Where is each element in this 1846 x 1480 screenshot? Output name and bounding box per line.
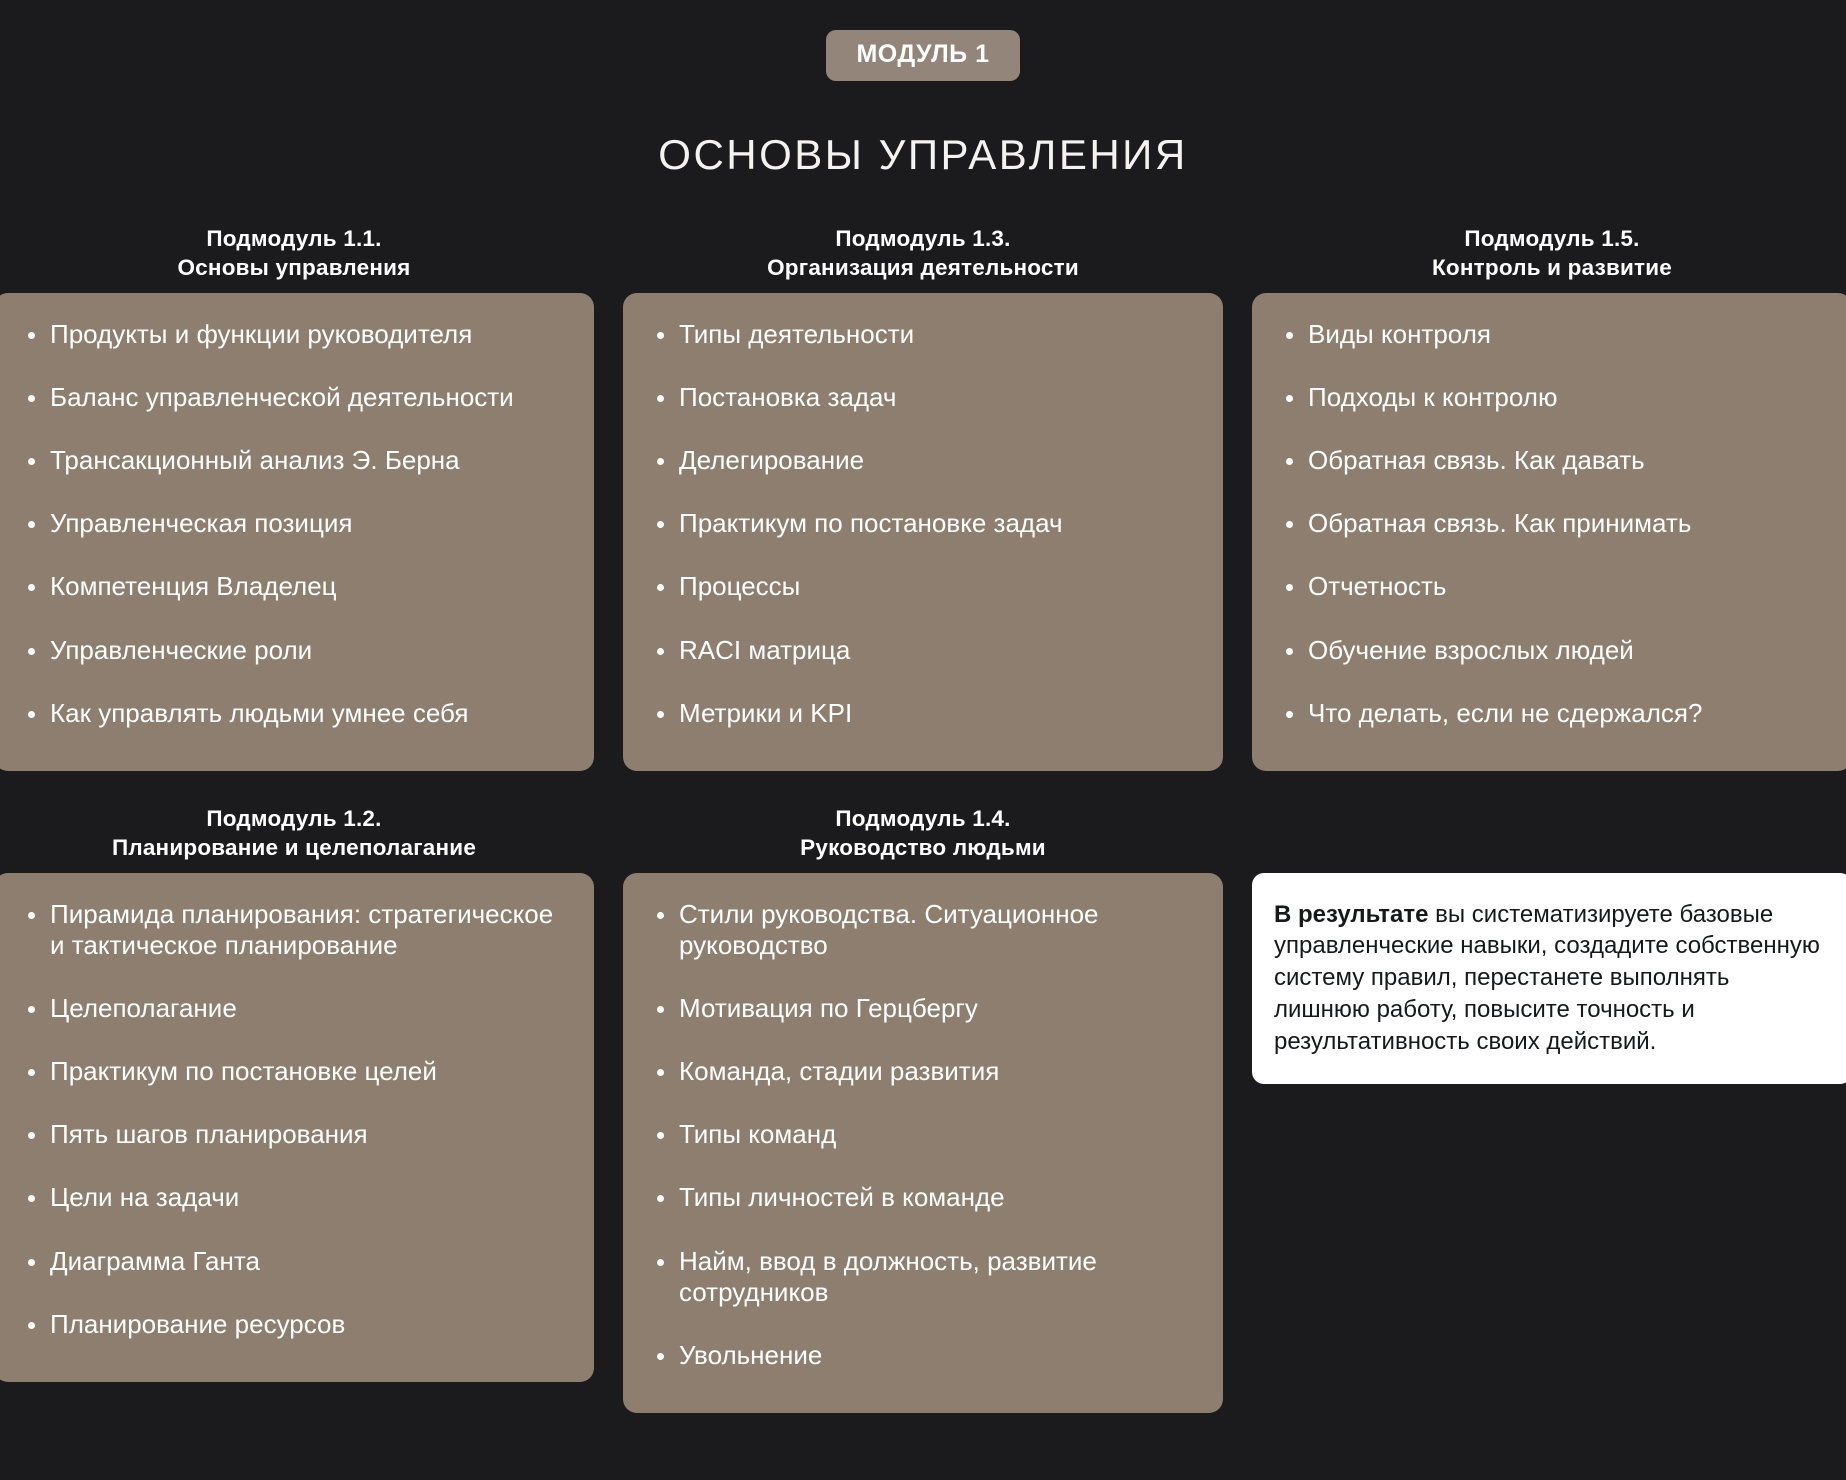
list-item: Баланс управленческой деятельности [20,382,568,413]
list-item: Метрики и KPI [649,698,1197,729]
submodule-card-1-3 [623,293,1223,771]
list-item: Практикум по постановке задач [649,508,1197,539]
submodule-column-1-1 [0,225,594,771]
submodule-column-1-3 [623,225,1223,771]
module-badge-row [0,0,1846,81]
page-title: ОСНОВЫ УПРАВЛЕНИЯ [658,131,1188,178]
list-item: Пирамида планирования: стратегическое и тактическое планирование [20,899,568,961]
result-lead: В результате [1274,900,1429,928]
submodule-heading-line1: Подмодуль 1.5. [1464,226,1640,251]
list-item: Виды контроля [1278,319,1826,350]
list-item: Практикум по постановке целей [20,1056,568,1087]
list-item: Обратная связь. Как принимать [1278,508,1826,539]
list-item: Как управлять людьми умнее себя [20,698,568,729]
submodule-heading-1-2 [0,805,594,873]
submodule-column-1-4 [623,805,1223,1413]
list-item: Команда, стадии развития [649,1056,1197,1087]
topic-list [1278,319,1826,729]
list-item: Типы деятельности [649,319,1197,350]
submodule-heading-1-5 [1252,225,1846,293]
list-item: Что делать, если не сдержался? [1278,698,1826,729]
list-item: Мотивация по Герцбергу [649,993,1197,1024]
submodule-grid-row-2 [0,805,1846,1413]
submodule-card-1-4 [623,873,1223,1414]
submodule-heading-1-1 [0,225,594,293]
submodule-card-1-5 [1252,293,1846,771]
list-item: Целеполагание [20,993,568,1024]
submodule-heading-line2: Планирование и целеполагание [111,834,477,860]
submodule-heading-line2: Основы управления [177,254,411,280]
topic-list [649,319,1197,729]
list-item: Компетенция Владелец [20,571,568,602]
list-item: Подходы к контролю [1278,382,1826,413]
submodule-heading-1-4 [623,805,1223,873]
list-item: Делегирование [649,445,1197,476]
topic-list [20,899,568,1341]
submodule-heading-1-3 [623,225,1223,293]
list-item: Продукты и функции руководителя [20,319,568,350]
result-box [1252,873,1846,1085]
list-item: Процессы [649,571,1197,602]
submodule-card-1-2 [0,873,594,1383]
submodule-heading-line1: Подмодуль 1.1. [206,226,382,251]
submodule-heading-line2: Руководство людьми [800,834,1046,860]
list-item: Цели на задачи [20,1182,568,1213]
submodule-heading-line1: Подмодуль 1.2. [206,805,382,831]
list-item: Типы личностей в команде [649,1182,1197,1213]
result-body: вы систематизируете базовые управленческие навыки, создадите собственную систему правил, перестанете выполнять лишнюю работу, повысите точность и результативность своих действий. [1274,900,1820,1056]
submodule-heading-line2: Организация деятельности [767,254,1079,280]
list-item: Пять шагов планирования [20,1119,568,1150]
result-column [1252,805,1846,1084]
submodule-column-1-2 [0,805,594,1382]
submodule-heading-line2: Контроль и развитие [1431,254,1673,280]
topic-list [649,899,1197,1372]
list-item: Типы команд [649,1119,1197,1150]
list-item: Постановка задач [649,382,1197,413]
submodule-heading-line1: Подмодуль 1.3. [835,226,1011,251]
submodule-grid-row-1 [0,225,1846,771]
list-item: Планирование ресурсов [20,1309,568,1340]
submodule-heading-line1: Подмодуль 1.4. [835,805,1011,831]
list-item: Обратная связь. Как давать [1278,445,1826,476]
list-item: Найм, ввод в должность, развитие сотрудников [649,1246,1197,1308]
list-item: Увольнение [649,1340,1197,1371]
submodule-column-1-5 [1252,225,1846,771]
list-item: Диаграмма Ганта [20,1246,568,1277]
submodule-card-1-1 [0,293,594,771]
list-item: Обучение взрослых людей [1278,635,1826,666]
list-item: Стили руководства. Ситуационное руководство [649,899,1197,961]
list-item: Трансакционный анализ Э. Берна [20,445,568,476]
list-item: Управленческая позиция [20,508,568,539]
module-badge: МОДУЛЬ 1 [826,30,1019,81]
list-item: Управленческие роли [20,635,568,666]
list-item: Отчетность [1278,571,1826,602]
topic-list [20,319,568,729]
list-item: RACI матрица [649,635,1197,666]
